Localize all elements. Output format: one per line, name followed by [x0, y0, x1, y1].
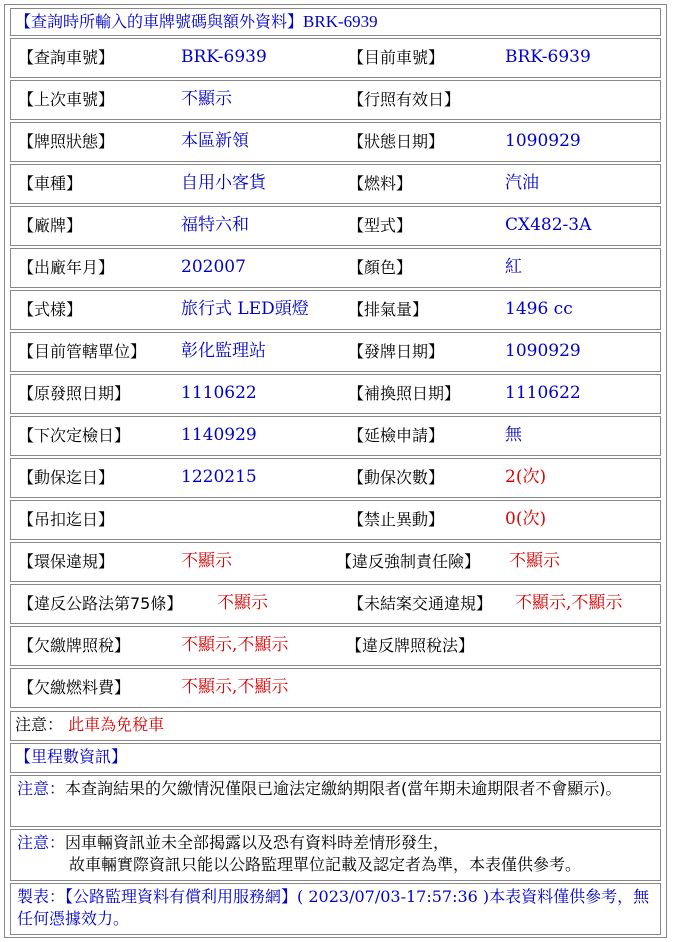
table-row [10, 332, 661, 372]
table-row [10, 248, 661, 288]
field-label: 【燃料】 [348, 174, 413, 193]
field-value: 不顯示 [181, 89, 232, 109]
field-label: 【式樣】 [18, 300, 83, 319]
table-row [10, 122, 661, 162]
header-title: 【查詢時所輸入的車牌號碼與額外資料】 [15, 12, 304, 31]
field-value: 福特六和 [181, 215, 249, 235]
field-label: 【動保次數】 [348, 468, 445, 487]
note2-line1: 因車輛資訊並未全部揭露以及恐有資料時差情形發生， [65, 833, 450, 852]
overdue-note [10, 775, 661, 827]
field-label: 【廠牌】 [18, 216, 83, 235]
field-value: CX482-3A [505, 215, 592, 235]
field-label: 【顏色】 [348, 258, 413, 277]
report-footer [10, 883, 661, 935]
field-label: 【查詢車號】 [18, 48, 115, 67]
notice-text: 此車為免稅車 [68, 715, 165, 734]
note2-line2: 故車輛實際資訊只能以公路監理單位記載及認定者為準，本表僅供參考。 [69, 855, 582, 874]
field-label: 【延檢申請】 [348, 426, 445, 445]
notice-label: 注意： [15, 715, 64, 734]
vehicle-report [4, 4, 667, 938]
footer-label: 製表： [17, 887, 66, 906]
footer-source: 【公路監理資料有償利用服務網】 [65, 887, 298, 906]
field-label: 【型式】 [348, 216, 413, 235]
mileage-label: 【里程數資訊】 [15, 747, 128, 766]
tax-exempt-notice [10, 711, 661, 741]
field-label: 【目前車號】 [348, 48, 445, 67]
table-row [10, 542, 661, 582]
field-label: 【違反牌照稅法】 [346, 636, 475, 655]
field-value: 汽油 [505, 173, 539, 193]
field-label: 【行照有效日】 [348, 90, 461, 109]
field-label: 【出廠年月】 [18, 258, 115, 277]
field-label: 【環保違規】 [18, 552, 115, 571]
field-value: 0(次) [505, 509, 547, 529]
footer-timestamp: ( 2023/07/03-17:57:36 ) [297, 887, 490, 906]
field-value: 1220215 [181, 467, 257, 487]
field-value: 1140929 [181, 425, 257, 445]
field-value: 1110622 [181, 383, 257, 403]
field-label: 【狀態日期】 [348, 132, 445, 151]
table-row [10, 458, 661, 498]
field-label: 【排氣量】 [348, 300, 429, 319]
table-row [10, 626, 661, 666]
field-label: 【上次車號】 [18, 90, 115, 109]
table-row [10, 290, 661, 330]
field-value: 紅 [505, 257, 522, 277]
table-row [10, 80, 661, 120]
field-value: 不顯示,不顯示 [181, 677, 289, 697]
table-row [10, 206, 661, 246]
field-label: 【目前管轄單位】 [18, 342, 147, 361]
field-value: 無 [505, 425, 522, 445]
header-plate: BRK-6939 [303, 12, 378, 31]
table-row [10, 38, 661, 78]
table-row [10, 668, 661, 708]
field-label: 【車種】 [18, 174, 83, 193]
field-value: 不顯示,不顯示 [515, 593, 623, 613]
field-label: 【欠繳燃料費】 [18, 678, 131, 697]
field-value: 1090929 [505, 131, 581, 151]
disclaimer-note [10, 829, 661, 881]
report-header [10, 8, 661, 36]
field-label: 【發牌日期】 [348, 342, 445, 361]
field-value: 自用小客貨 [181, 173, 266, 193]
note1-text: 本查詢結果的欠繳情況僅限已逾法定繳納期限者(當年期未逾期限者不會顯示)。 [65, 779, 622, 798]
field-label: 【牌照狀態】 [18, 132, 115, 151]
table-row [10, 164, 661, 204]
field-value: 202007 [181, 257, 246, 277]
table-row [10, 374, 661, 414]
field-value: 不顯示 [181, 551, 232, 571]
field-value: BRK-6939 [181, 47, 267, 67]
field-label: 【補換照日期】 [348, 384, 461, 403]
footer-text: 本表資料僅供參考，無任何憑據效力。 [17, 887, 650, 928]
field-label: 【違反強制責任險】 [336, 552, 481, 571]
field-value: 不顯示 [217, 593, 268, 613]
table-row [10, 584, 661, 624]
field-label: 【禁止異動】 [348, 510, 445, 529]
field-value: 1496 cc [505, 299, 573, 319]
field-label: 【吊扣迄日】 [18, 510, 115, 529]
mileage-section [10, 743, 661, 773]
field-value: 本區新領 [181, 131, 249, 151]
field-value: 不顯示 [509, 551, 560, 571]
field-label: 【違反公路法第75條】 [18, 594, 183, 613]
field-value: 彰化監理站 [181, 341, 266, 361]
field-label: 【未結案交通違規】 [348, 594, 493, 613]
field-value: 2(次) [505, 467, 547, 487]
field-label: 【欠繳牌照稅】 [18, 636, 131, 655]
table-row [10, 500, 661, 540]
note1-label: 注意： [17, 779, 66, 798]
field-value: 1090929 [505, 341, 581, 361]
field-value: 1110622 [505, 383, 581, 403]
field-value: BRK-6939 [505, 47, 591, 67]
table-row [10, 416, 661, 456]
field-label: 【下次定檢日】 [18, 426, 131, 445]
field-label: 【動保迄日】 [18, 468, 115, 487]
field-value: 旅行式 LED頭燈 [181, 299, 309, 319]
field-label: 【原發照日期】 [18, 384, 131, 403]
field-value: 不顯示,不顯示 [181, 635, 289, 655]
note2-label: 注意： [17, 833, 66, 852]
